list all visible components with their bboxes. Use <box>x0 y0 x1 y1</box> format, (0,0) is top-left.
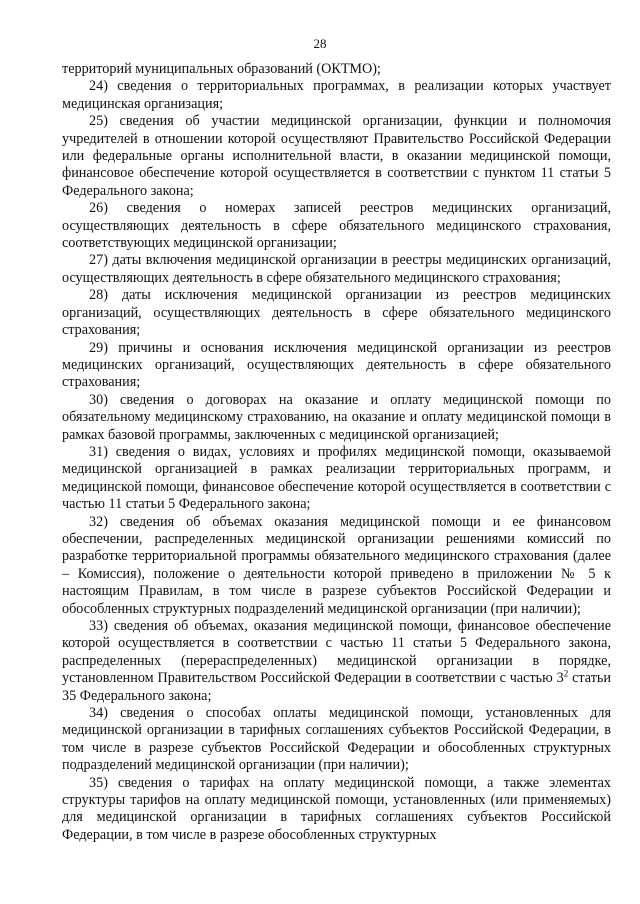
superscript: 2 <box>563 668 569 679</box>
list-item-33 <box>62 618 611 705</box>
list-item-27: 27) даты включения медицинской организации в реестры медицинских организаций, осуществляющих деятельность в сфере обязательного медицинского страхования; <box>62 252 611 286</box>
list-item-28: 28) даты исключения медицинской организации из реестров медицинских организаций, осуществляющих деятельность в сфере обязательного медицинского страхования; <box>62 287 611 339</box>
list-item-33-text-end: статьи 35 Федерального закона; <box>62 670 611 704</box>
list-item-34: 34) сведения о способах оплаты медицинской помощи, установленных для медицинской организации в тарифных соглашениях субъектов Российской Федерации, в том числе в разрезе субъектов Российской Федерации и обособленных структурных подразделений медицинской организации (при наличии); <box>62 705 611 774</box>
list-item-33-text: 33) сведения об объемах, оказания медицинской помощи, финансовое обеспечение которой осуществляется в соответствии с частью 11 статьи 5 Федерального закона, распределенных (перераспределенных) медицинской организации в порядке, установленном Правительством Российской Федерации в соответствии с частью 3 <box>62 618 611 687</box>
document-body <box>62 61 611 844</box>
page-number: 28 <box>313 36 327 51</box>
list-item-29: 29) причины и основания исключения медицинской организации из реестров медицинских организаций, осуществляющих деятельность в сфере обязательного страхования; <box>62 339 611 391</box>
list-item-26: 26) сведения о номерах записей реестров медицинских организаций, осуществляющих деятельность в сфере обязательного медицинского страхования, соответствующих медицинской организации; <box>62 200 611 252</box>
paragraph-continuation: территорий муниципальных образований (ОКТМО); <box>62 61 381 77</box>
list-item-31: 31) сведения о видах, условиях и профилях медицинской помощи, оказываемой медицинской организацией в рамках реализации территориальных программ, и медицинской помощи, финансовое обеспечение которой осуществляется в соответствии с частью 11 статьи 5 Федерального закона; <box>62 443 611 513</box>
list-item-35: 35) сведения о тарифах на оплату медицинской помощи, а также элементах структуры тарифов на оплату медицинской помощи, установленных (или применяемых) для медицинской организации в тарифных соглашениях субъектов Российской Федерации, в том числе в разрезе обособленных структурных <box>62 774 611 843</box>
list-item-24: 24) сведения о территориальных программах, в реализации которых участвует медицинская организация; <box>62 78 611 112</box>
list-item-32: 32) сведения об объемах оказания медицинской помощи и ее финансовом обеспечении, распределенных медицинской организации решениями комиссий по разработке территориальной программы обязательного медицинского страхования (далее – Комиссия), положение о деятельности которой приведено в приложении № 5 к настоящим Правилам, в том числе в разрезе субъектов Российской Федерации и обособленных структурных подразделений медицинской организации (при наличии); <box>62 513 611 617</box>
list-item-30: 30) сведения о договорах на оказание и оплату медицинской помощи по обязательному медицинскому страхованию, на оказание и оплату медицинской помощи в рамках базовой программы, заключенных с медицинской организацией; <box>62 391 611 443</box>
list-item-25: 25) сведения об участии медицинской организации, функции и полномочия учредителей в отношении которой осуществляют Правительство Российской Федерации или федеральные органы исполнительной власти, в оказании медицинской помощи, финансовое обеспечение которой осуществляется в соответствии с пунктом 11 статьи 5 Федерального закона; <box>62 113 611 199</box>
